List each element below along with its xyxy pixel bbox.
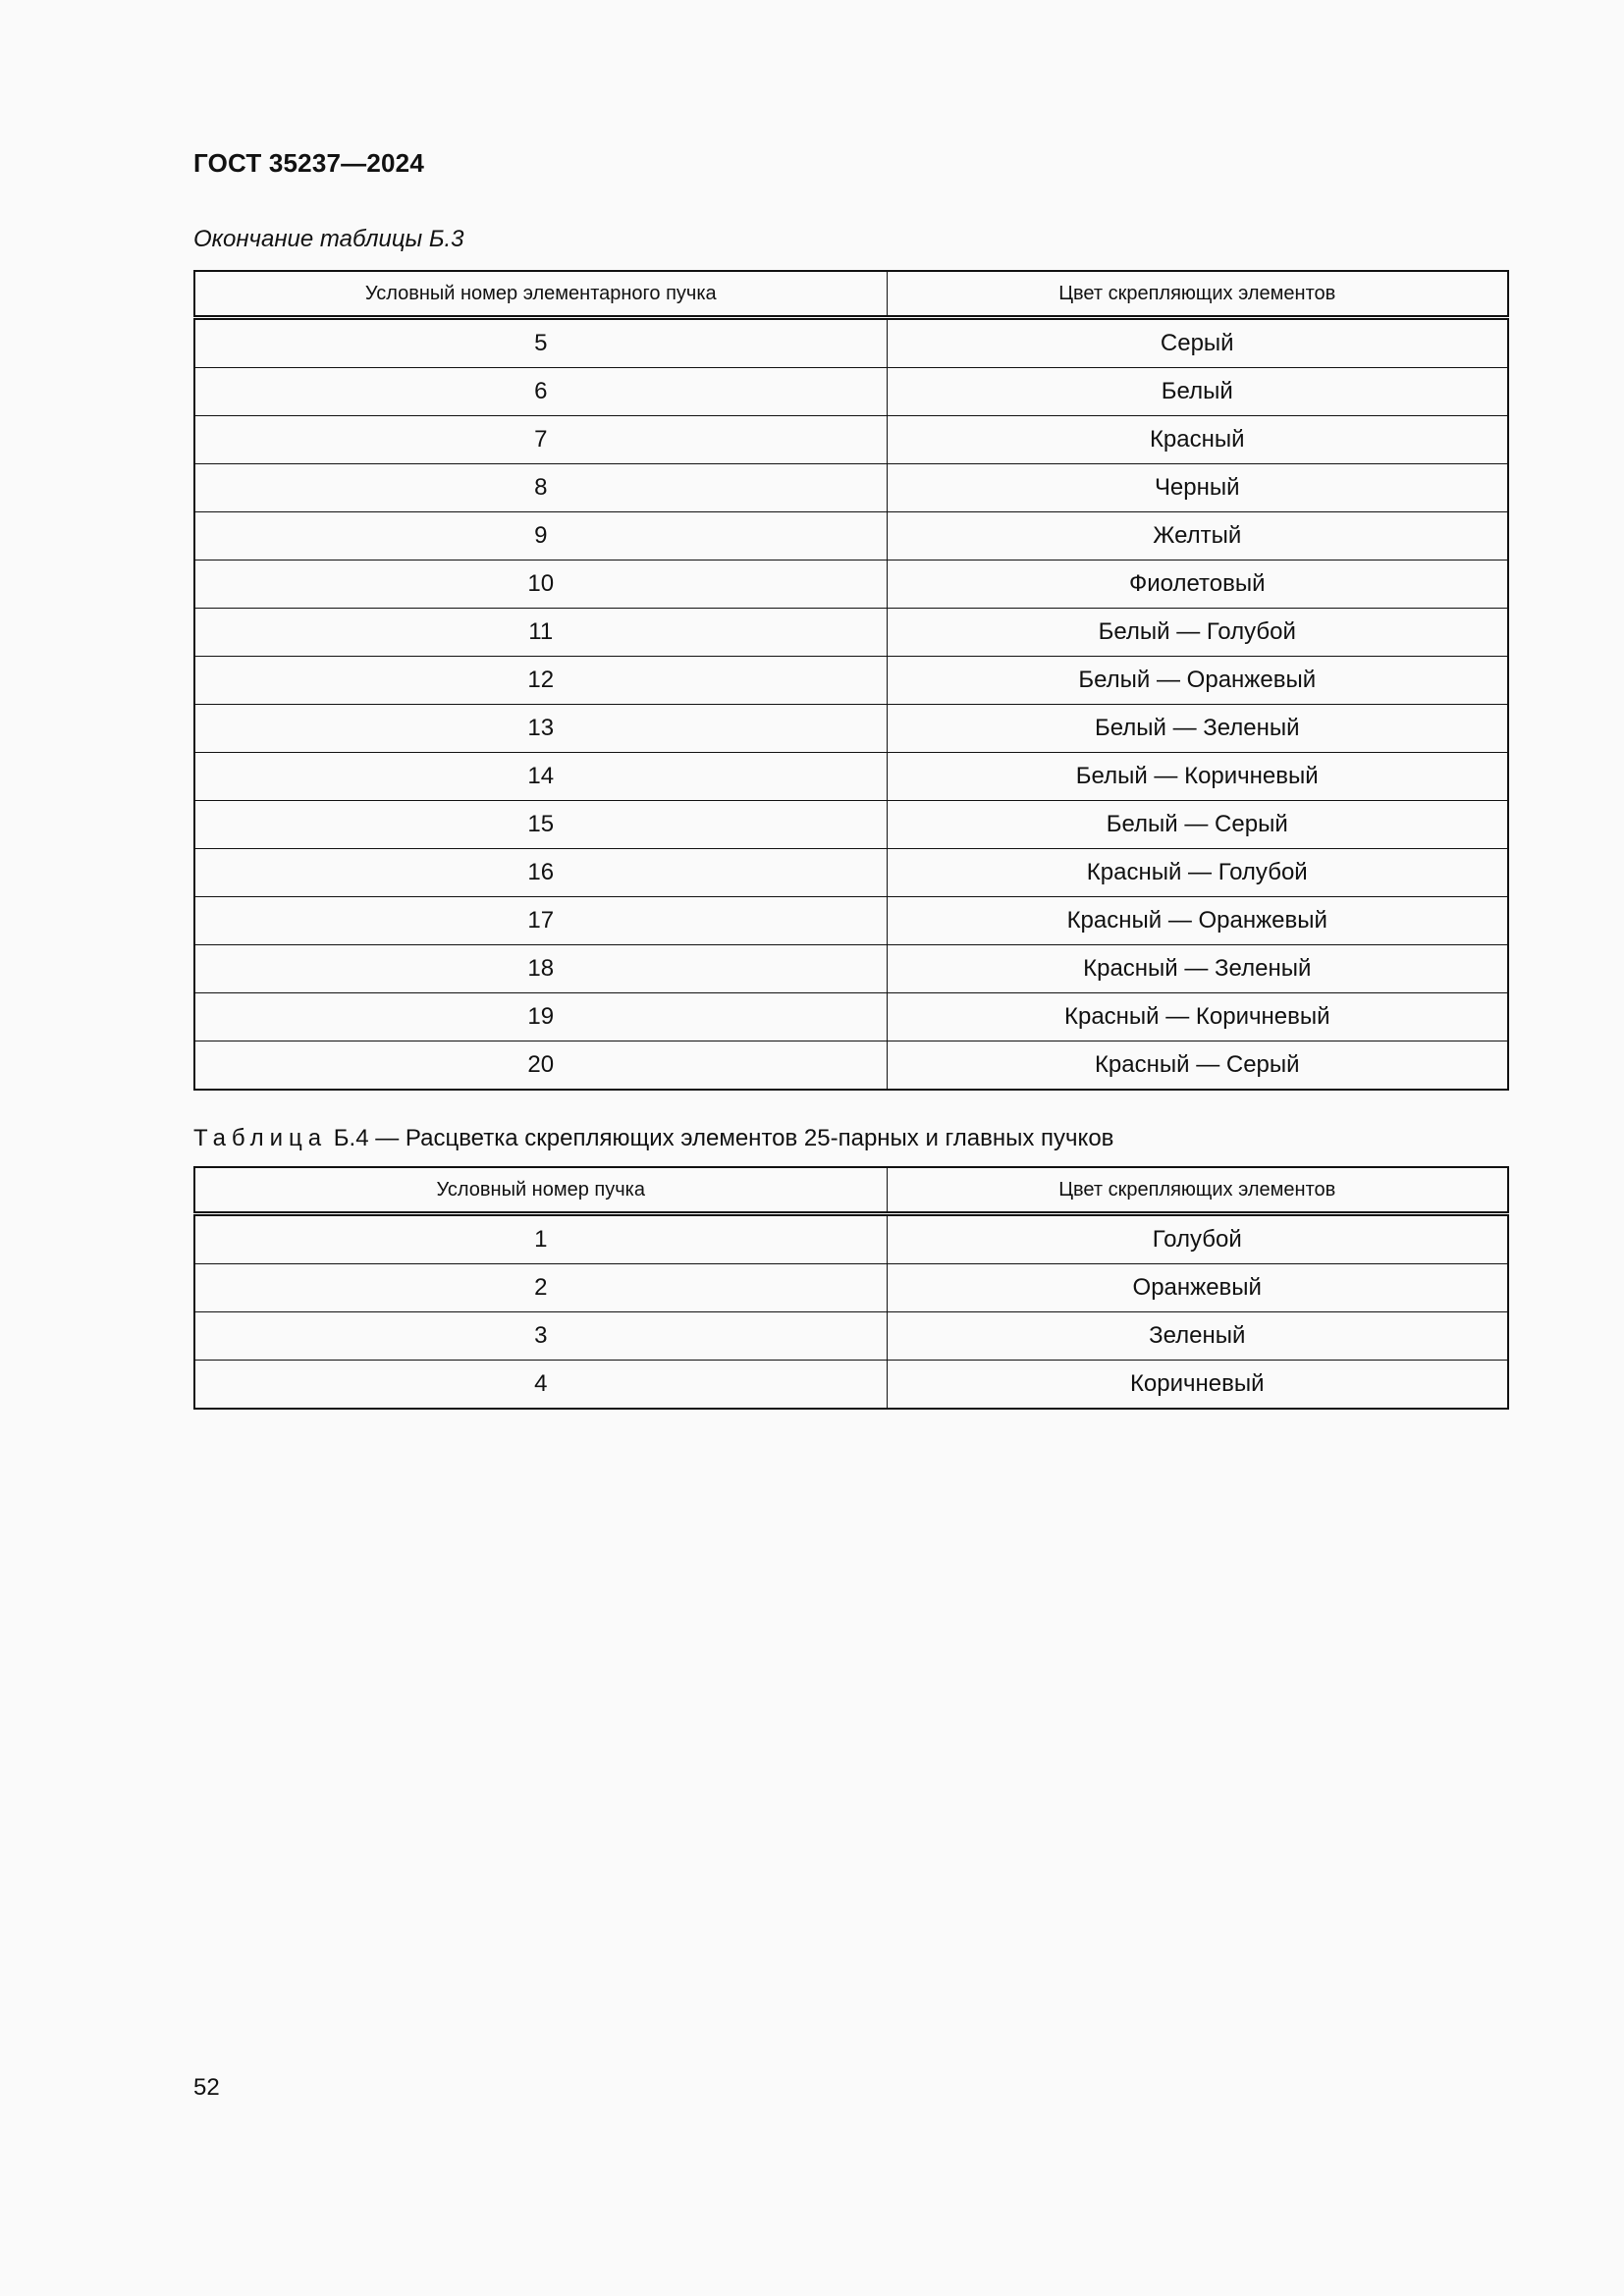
cell-bundle-number: 4 — [194, 1361, 887, 1410]
cell-binder-color: Зеленый — [887, 1312, 1508, 1361]
column-header-bundle-number: Условный номер элементарного пучка — [194, 271, 887, 318]
table-b4-caption-label: Таблица — [193, 1125, 328, 1151]
cell-bundle-number: 18 — [194, 945, 887, 993]
cell-binder-color: Белый — Коричневый — [887, 753, 1508, 801]
cell-binder-color: Черный — [887, 464, 1508, 512]
table-row — [194, 318, 1508, 368]
cell-binder-color: Серый — [887, 318, 1508, 368]
table-row — [194, 705, 1508, 753]
table-row — [194, 1312, 1508, 1361]
cell-binder-color: Голубой — [887, 1214, 1508, 1264]
cell-bundle-number: 10 — [194, 561, 887, 609]
table-header-row — [194, 271, 1508, 318]
cell-binder-color: Желтый — [887, 512, 1508, 561]
cell-binder-color: Белый — [887, 368, 1508, 416]
table-row — [194, 849, 1508, 897]
cell-bundle-number: 8 — [194, 464, 887, 512]
table-b4 — [193, 1166, 1509, 1410]
cell-binder-color: Красный — [887, 416, 1508, 464]
table-row — [194, 416, 1508, 464]
page-number: 52 — [193, 2074, 220, 2101]
cell-binder-color: Красный — Коричневый — [887, 993, 1508, 1041]
cell-bundle-number: 3 — [194, 1312, 887, 1361]
table-row — [194, 512, 1508, 561]
cell-bundle-number: 14 — [194, 753, 887, 801]
cell-binder-color: Белый — Серый — [887, 801, 1508, 849]
cell-bundle-number: 17 — [194, 897, 887, 945]
table-header-row — [194, 1167, 1508, 1214]
table-b4-caption — [193, 1125, 1113, 1152]
table-row — [194, 993, 1508, 1041]
cell-bundle-number: 11 — [194, 609, 887, 657]
cell-bundle-number: 9 — [194, 512, 887, 561]
cell-binder-color: Белый — Оранжевый — [887, 657, 1508, 705]
table-row — [194, 897, 1508, 945]
table-row — [194, 1041, 1508, 1091]
table-row — [194, 464, 1508, 512]
cell-binder-color: Красный — Оранжевый — [887, 897, 1508, 945]
table-row — [194, 801, 1508, 849]
column-header-bundle-number: Условный номер пучка — [194, 1167, 887, 1214]
document-code: ГОСТ 35237—2024 — [193, 148, 424, 178]
cell-binder-color: Красный — Зеленый — [887, 945, 1508, 993]
table-row — [194, 1214, 1508, 1264]
cell-bundle-number: 15 — [194, 801, 887, 849]
table-row — [194, 368, 1508, 416]
cell-binder-color: Оранжевый — [887, 1264, 1508, 1312]
cell-binder-color: Белый — Зеленый — [887, 705, 1508, 753]
cell-bundle-number: 6 — [194, 368, 887, 416]
cell-binder-color: Коричневый — [887, 1361, 1508, 1410]
table-row — [194, 561, 1508, 609]
cell-bundle-number: 2 — [194, 1264, 887, 1312]
column-header-binder-color: Цвет скрепляющих элементов — [887, 271, 1508, 318]
cell-bundle-number: 19 — [194, 993, 887, 1041]
cell-binder-color: Красный — Голубой — [887, 849, 1508, 897]
cell-binder-color: Красный — Серый — [887, 1041, 1508, 1091]
table-row — [194, 753, 1508, 801]
table-b3-caption: Окончание таблицы Б.3 — [193, 226, 464, 252]
column-header-binder-color: Цвет скрепляющих элементов — [887, 1167, 1508, 1214]
cell-bundle-number: 20 — [194, 1041, 887, 1091]
cell-bundle-number: 13 — [194, 705, 887, 753]
table-b3 — [193, 270, 1509, 1091]
cell-bundle-number: 12 — [194, 657, 887, 705]
cell-bundle-number: 5 — [194, 318, 887, 368]
table-row — [194, 657, 1508, 705]
cell-bundle-number: 7 — [194, 416, 887, 464]
table-b4-caption-text: Б.4 — Расцветка скрепляющих элементов 25-парных и главных пучков — [333, 1125, 1114, 1151]
cell-bundle-number: 1 — [194, 1214, 887, 1264]
table-row — [194, 1264, 1508, 1312]
cell-binder-color: Фиолетовый — [887, 561, 1508, 609]
table-row — [194, 945, 1508, 993]
table-row — [194, 1361, 1508, 1410]
cell-binder-color: Белый — Голубой — [887, 609, 1508, 657]
table-row — [194, 609, 1508, 657]
cell-bundle-number: 16 — [194, 849, 887, 897]
